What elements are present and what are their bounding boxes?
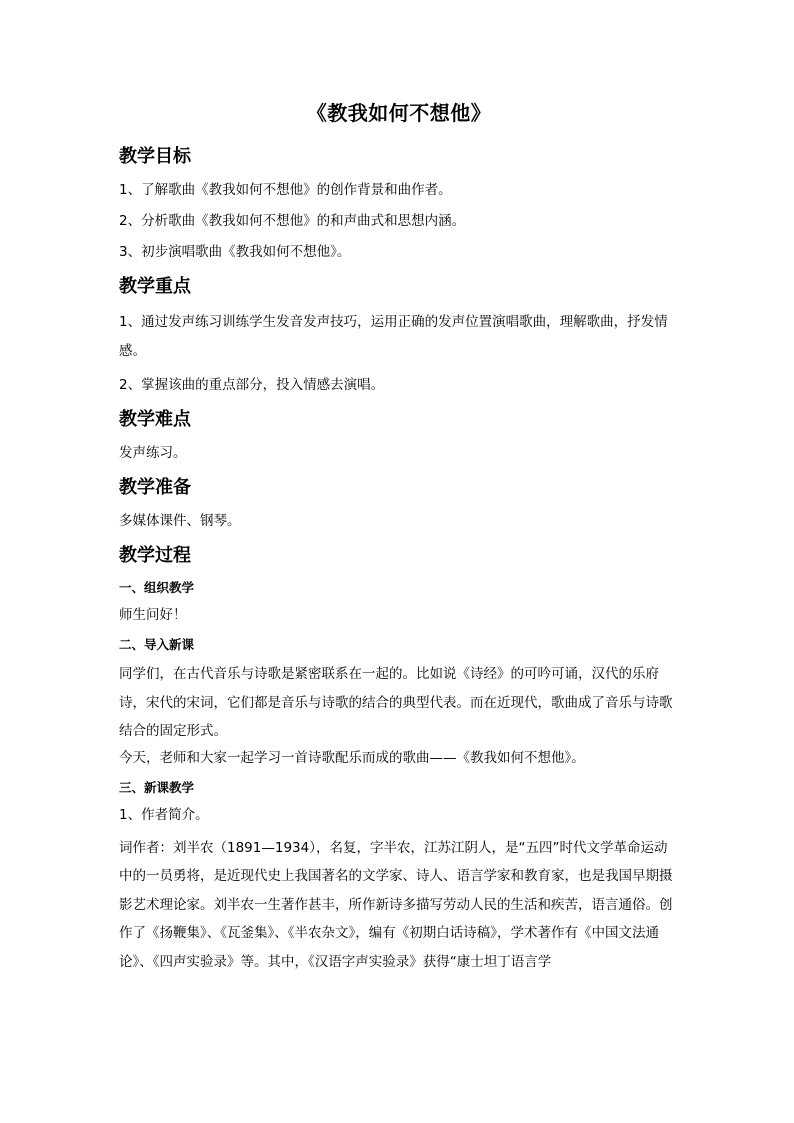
introduction-paragraph-1: 同学们，在古代音乐与诗歌是紧密联系在一起的。比如说《诗经》的可吟可诵，汉代的乐府诗，宋代的宋词，它们都是音乐与诗歌的结合的典型代表。而在近现代，歌曲成了音乐与诗歌结合的固定形式。 bbox=[119, 666, 673, 739]
subheading-organize: 一、组织教学 bbox=[119, 580, 195, 595]
difficulties-text: 发声练习。 bbox=[119, 445, 187, 461]
organize-text: 师生问好！ bbox=[119, 607, 187, 623]
key-point-item-2: 2、掌握该曲的重点部分，投入情感去演唱。 bbox=[119, 377, 385, 393]
heading-process: 教学过程 bbox=[119, 545, 191, 566]
subheading-introduction: 二、导入新课 bbox=[119, 637, 195, 652]
subheading-new-lesson: 三、新课教学 bbox=[119, 779, 195, 795]
document-title: 《教我如何不想他》 bbox=[306, 101, 492, 125]
heading-difficulties: 教学难点 bbox=[119, 409, 191, 430]
objective-item-3: 3、初步演唱歌曲《教我如何不想他》。 bbox=[119, 244, 351, 260]
introduction-paragraph-2: 今天，老师和大家一起学习一首诗歌配乐而成的歌曲——《教我如何不想他》。 bbox=[119, 749, 585, 766]
heading-key-points: 教学重点 bbox=[119, 276, 191, 297]
author-bio-paragraph: 词作者：刘半农（1891—1934），名复，字半农，江苏江阴人，是“五四”时代文学革命运动中的一员勇将，是近现代史上我国著名的文学家、诗人、语言学家和教育家，也是我国早期摄影艺术理论家。刘半农一生著作甚丰，所作新诗多描写劳动人民的生活和疾苦，语言通俗。创作了《扬鞭集》、《瓦釜集》、《半农杂文》，编有《初期白话诗稿》，学术著作有《中国文法通论》、《四声实验录》等。其中，《汉语字声实验录》获得“康士坦丁语言学 bbox=[119, 839, 673, 970]
heading-objectives: 教学目标 bbox=[119, 146, 191, 167]
key-point-item-1: 1、通过发声练习训练学生发音发声技巧，运用正确的发声位置演唱歌曲，理解歌曲，抒发情感。 bbox=[119, 314, 668, 359]
preparation-text: 多媒体课件、钢琴。 bbox=[119, 513, 241, 529]
author-intro-label: 1、作者简介。 bbox=[119, 806, 209, 823]
objective-item-1: 1、了解歌曲《教我如何不想他》的创作背景和曲作者。 bbox=[119, 182, 452, 198]
document-page bbox=[119, 98, 679, 976]
objective-item-2: 2、分析歌曲《教我如何不想他》的和声曲式和思想内涵。 bbox=[119, 213, 466, 229]
heading-preparation: 教学准备 bbox=[119, 477, 191, 498]
